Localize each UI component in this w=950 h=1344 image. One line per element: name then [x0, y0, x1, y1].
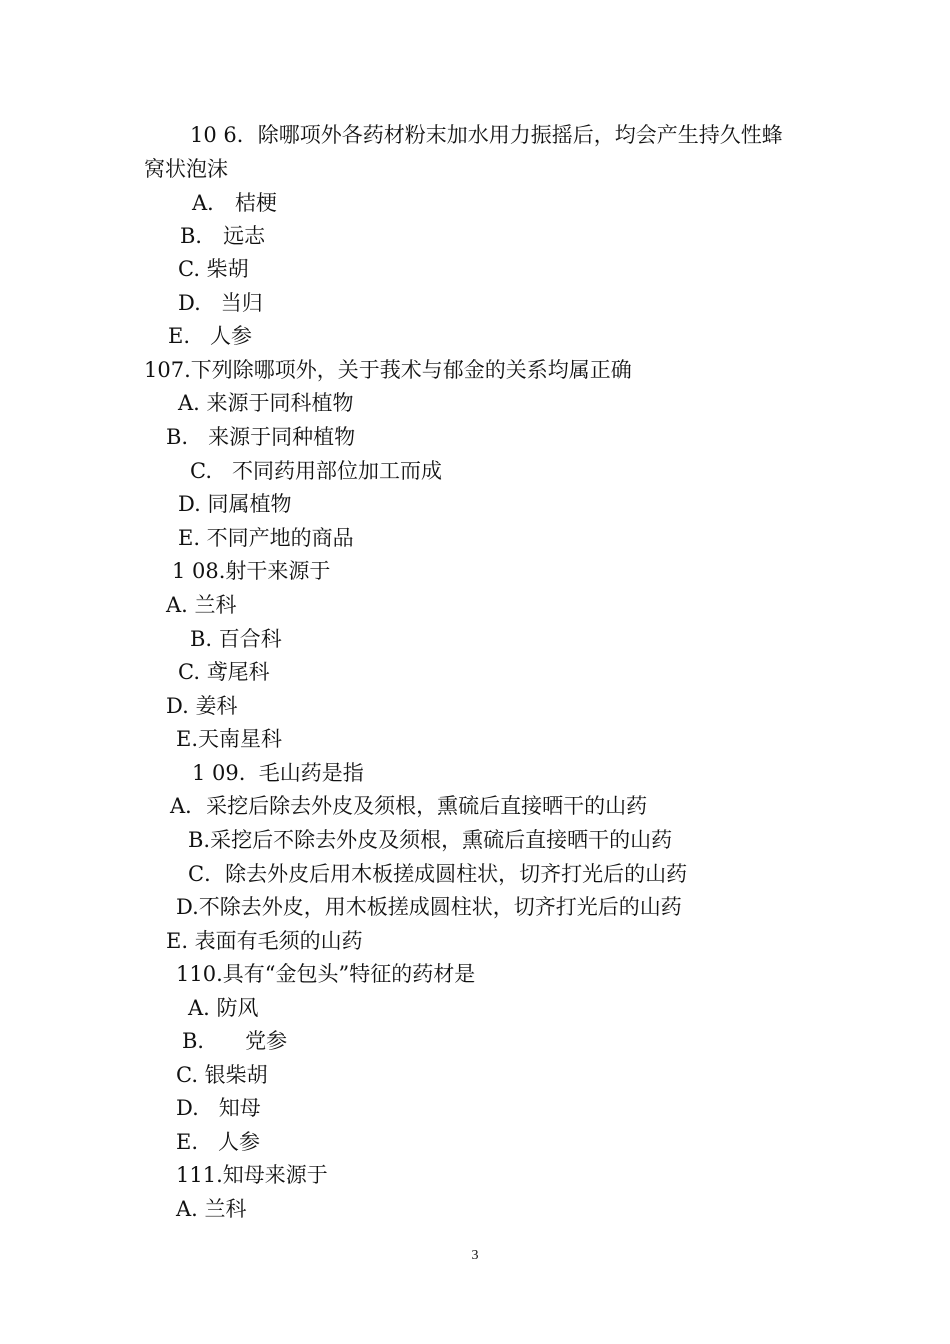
question-110-stem: 110.具有“金包头”特征的药材是 [176, 962, 476, 986]
question-111-stem: 111.知母来源于 [176, 1163, 328, 1187]
question-110-option-d: D. 知母 [176, 1096, 261, 1120]
question-107-stem: 107.下列除哪项外，关于莪术与郁金的关系均属正确 [144, 358, 632, 382]
question-111-option-a: A. 兰科 [176, 1197, 247, 1221]
page-number: 3 [471, 1248, 479, 1263]
question-106-option-d: D. 当归 [178, 291, 263, 315]
question-108-option-a: A. 兰科 [166, 593, 237, 617]
question-107-option-d: D. 同属植物 [178, 492, 292, 516]
question-109-option-b: B.采挖后不除去外皮及须根，熏硫后直接晒干的山药 [188, 828, 673, 852]
question-109-option-d: D.不除去外皮，用木板搓成圆柱状，切齐打光后的山药 [176, 895, 682, 919]
question-107-option-e: E. 不同产地的商品 [178, 526, 354, 550]
question-109-stem: 1 09. 毛山药是指 [192, 761, 364, 785]
question-109-option-c: C．除去外皮后用木板搓成圆柱状，切齐打光后的山药 [188, 862, 688, 886]
question-106-option-e: E. 人参 [168, 324, 253, 348]
question-108-option-b: B. 百合科 [190, 627, 282, 651]
question-107-option-b: B. 来源于同种植物 [166, 425, 356, 449]
question-106-stem-line1: 10 6．除哪项外各药材粉末加水用力振摇后，均会产生持久性蜂 [190, 123, 783, 147]
question-106-option-c: C. 柴胡 [178, 257, 249, 281]
question-108-option-d: D. 姜科 [166, 694, 238, 718]
question-109-option-a: A．采挖后除去外皮及须根，熏硫后直接晒干的山药 [170, 794, 648, 818]
question-106-option-b: B． 远志 [180, 224, 266, 248]
question-106-option-a: A． 桔梗 [192, 191, 277, 215]
question-110-option-a: A. 防风 [188, 996, 259, 1020]
question-106-stem-line2: 窝状泡沫 [144, 157, 228, 181]
question-108-option-e: E.天南星科 [176, 727, 283, 751]
question-108-stem: 1 08.射干来源于 [172, 559, 331, 583]
question-107-option-a: A. 来源于同科植物 [178, 391, 354, 415]
question-110-option-b: B． 党参 [182, 1029, 288, 1053]
question-110-option-e: E. 人参 [176, 1130, 261, 1154]
question-108-option-c: C. 鸢尾科 [178, 660, 270, 684]
question-109-option-e: E. 表面有毛须的山药 [166, 929, 363, 953]
question-110-option-c: C. 银柴胡 [176, 1063, 268, 1087]
question-107-option-c: C. 不同药用部位加工而成 [190, 459, 443, 483]
